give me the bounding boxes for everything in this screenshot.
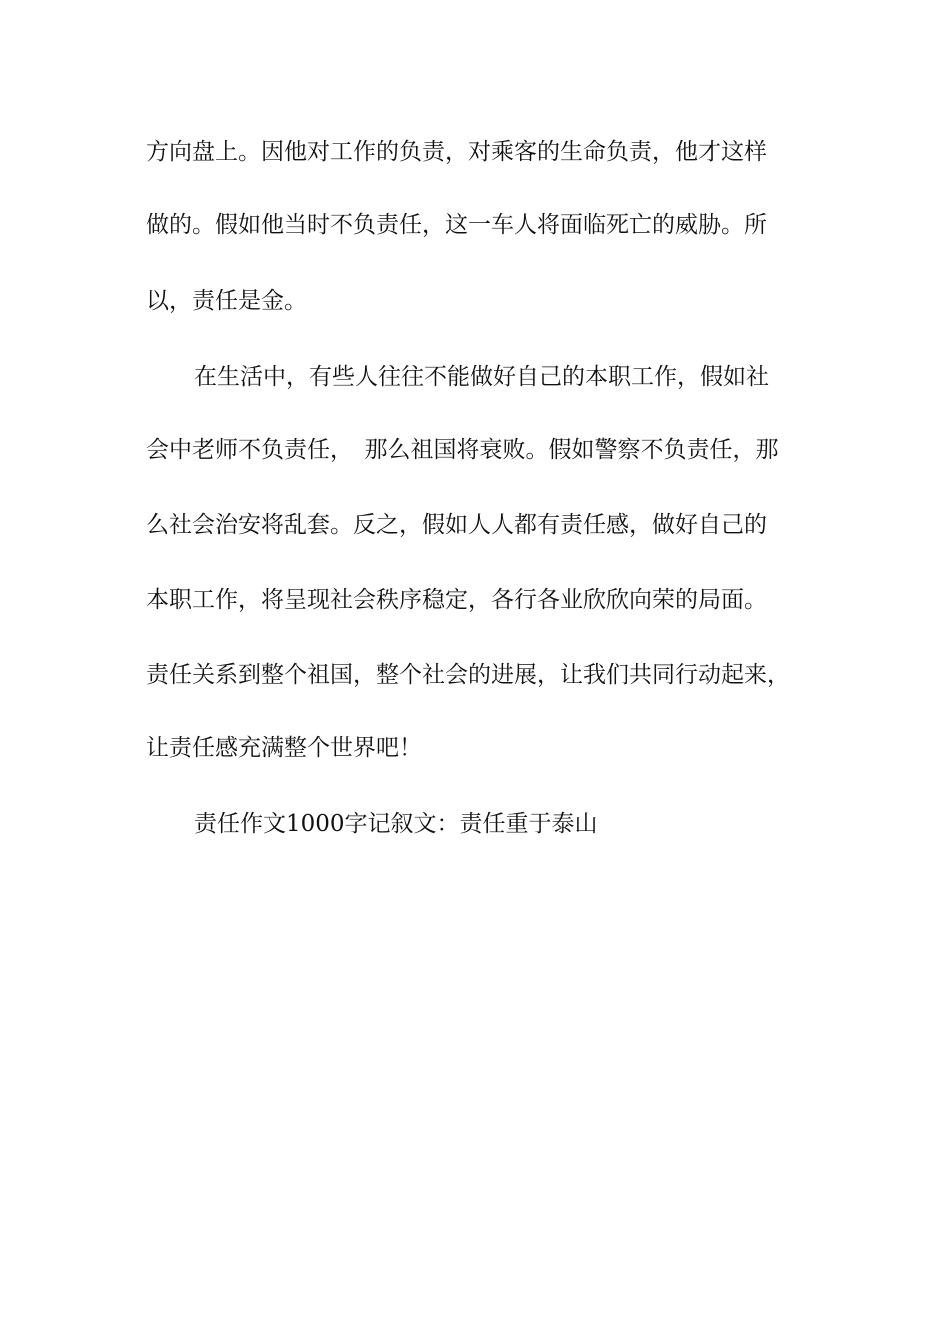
paragraph-line: 让责任感充满整个世界吧！ — [146, 735, 422, 761]
section-heading: 责任作文1000字记叙文：责任重于泰山 — [194, 811, 598, 837]
paragraph-line: 责任关系到整个祖国，整个社会的进展，让我们共同行动起来， — [146, 662, 790, 688]
paragraph-line: 本职工作，将呈现社会秩序稳定，各行各业欣欣向荣的局面。 — [146, 587, 767, 613]
paragraph-line: 么社会治安将乱套。反之，假如人人都有责任感，做好自己的 — [146, 512, 767, 538]
paragraph-line: 会中老师不负责任， 那么祖国将衰败。假如警察不负责任，那 — [146, 437, 779, 463]
paragraph-line: 方向盘上。因他对工作的负责，对乘客的生命负责，他才这样 — [146, 139, 767, 165]
paragraph-line: 在生活中，有些人往往不能做好自己的本职工作，假如社 — [194, 364, 769, 390]
paragraph-line: 以，责任是金。 — [146, 288, 307, 314]
paragraph-line: 做的。假如他当时不负责任，这一车人将面临死亡的威胁。所 — [146, 212, 767, 238]
